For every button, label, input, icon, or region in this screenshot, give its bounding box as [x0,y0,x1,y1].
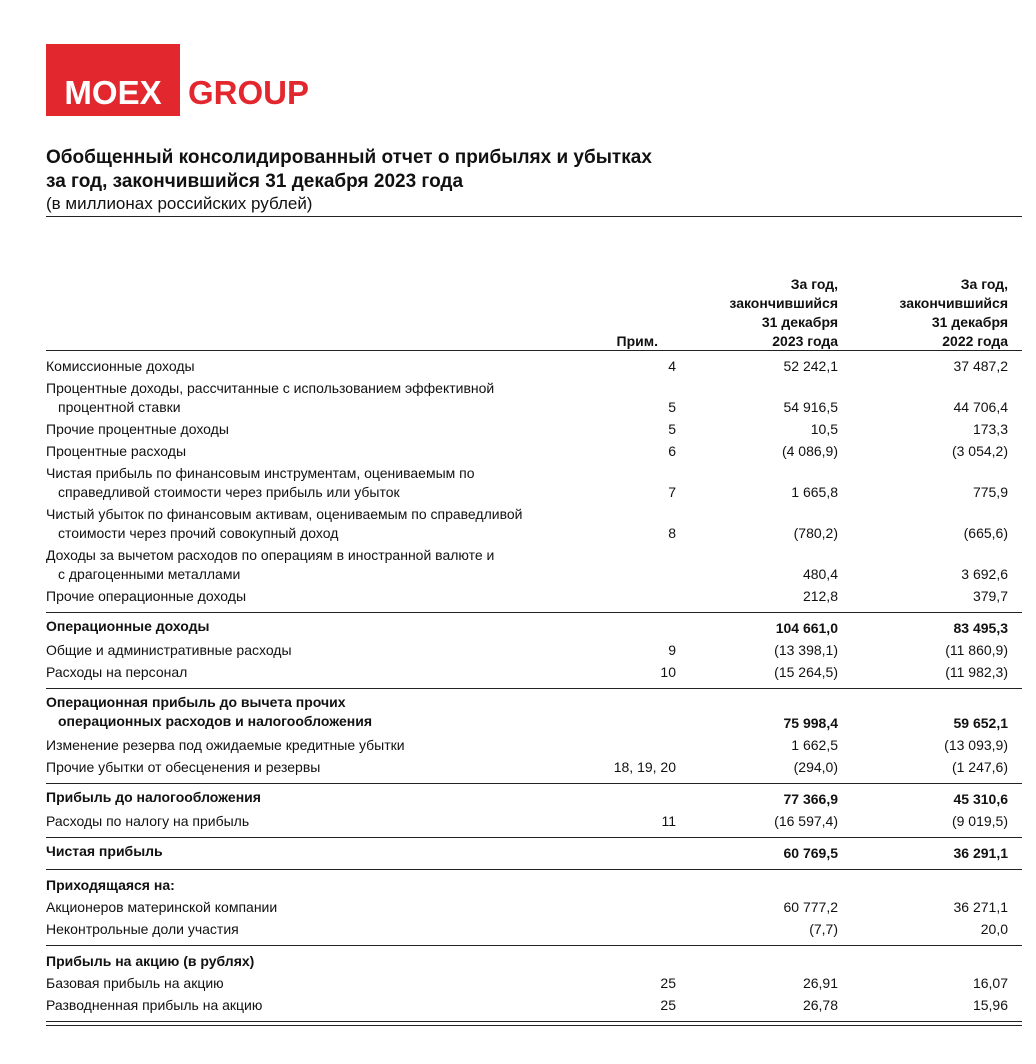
value-2023: 52 242,1 [783,358,838,374]
row-note: 25 [660,997,676,1013]
value-2023: (780,2) [793,525,838,541]
row-label-line: Прибыль до налогообложения [46,789,261,805]
row-label [46,788,606,807]
title-line-1: Обобщенный консолидированный отчет о прибылях и убытках [46,147,652,168]
row-note: 5 [668,421,676,437]
row-label [46,617,606,636]
header-col2-line: За год, [960,276,1008,292]
row-label [46,587,606,606]
row-label-line: Изменение резерва под ожидаемые кредитные убытки [46,737,405,753]
value-2023: 480,4 [802,566,838,582]
table-row [46,973,1022,995]
table-row [46,869,1022,897]
value-2023: (294,0) [793,759,838,775]
row-note: 10 [660,664,676,680]
row-note: 7 [668,484,676,500]
table-row [46,662,1022,684]
value-2022: 775,9 [972,484,1008,500]
value-2023: 60 777,2 [783,899,838,915]
value-2022: 83 495,3 [953,620,1008,636]
value-2022: 59 652,1 [953,715,1008,731]
header-col2-line: 31 декабря [931,314,1008,330]
row-label-line: Чистый убыток по финансовым активам, оцениваемым по справедливой [46,506,523,522]
value-2023: 1 662,5 [791,737,838,753]
statement-table [46,356,1022,1017]
row-label-line: Общие и административные расходы [46,642,292,658]
table-row [46,837,1022,865]
row-label-line: Разводненная прибыль на акцию [46,997,263,1013]
table-row [46,995,1022,1017]
value-2022: 36 271,1 [953,899,1008,915]
row-label-line: Расходы на персонал [46,664,188,680]
value-2023: 77 366,9 [783,791,838,807]
value-2022: 37 487,2 [953,358,1008,374]
row-label [46,379,606,417]
table-row [46,945,1022,973]
value-2022: (665,6) [963,525,1008,541]
row-label [46,920,606,939]
header-year-2023 [690,275,838,351]
row-label [46,952,606,971]
table-row [46,463,1022,504]
row-label [46,812,606,831]
value-2023: 26,91 [802,975,838,991]
row-label [46,464,606,502]
row-label-line: Акционеров материнской компании [46,899,278,915]
row-label-line: Процентные доходы, рассчитанные с использованием эффективной [46,380,495,396]
row-label-line: с драгоценными металлами [58,566,241,582]
value-2022: 15,96 [972,997,1008,1013]
row-label-line: Прочие убытки от обесценения и резервы [46,759,321,775]
row-label-line: Расходы по налогу на прибыль [46,813,250,829]
row-note: 4 [668,358,676,374]
table-row [46,586,1022,608]
row-label-line: Комиссионные доходы [46,358,195,374]
table-row [46,504,1022,545]
value-2022: (13 093,9) [944,737,1008,753]
row-label [46,974,606,993]
row-note: 6 [668,443,676,459]
value-2022: (3 054,2) [951,443,1008,459]
table-row [46,757,1022,779]
value-2023: (15 264,5) [774,664,838,680]
header-col1-line: 2023 года [772,333,838,349]
row-label-line: Операционные доходы [46,618,210,634]
row-note: 5 [668,399,676,415]
row-label [46,641,606,660]
row-label [46,736,606,755]
row-label [46,876,606,895]
row-label [46,758,606,777]
row-label-line: справедливой стоимости через прибыль или убыток [58,484,400,500]
header-col2-line: 2022 года [942,333,1008,349]
row-label-line: Чистая прибыль по финансовым инструментам, оцениваемым по [46,465,475,481]
value-2022: (9 019,5) [951,813,1008,829]
value-2023: 75 998,4 [783,715,838,731]
header-col1-line: За год, [790,276,838,292]
header-note: Прим. [616,333,658,349]
value-2023: 10,5 [810,421,838,437]
logo-moex-box: MOEX [46,44,180,116]
row-label [46,996,606,1015]
value-2022: (11 982,3) [945,664,1008,680]
row-label-line: процентной ставки [58,399,181,415]
value-2022: 3 692,6 [961,566,1008,582]
value-2022: (1 247,6) [951,759,1008,775]
row-label-line: Прочие операционные доходы [46,588,247,604]
table-row [46,612,1022,640]
row-note: 11 [661,813,676,829]
header-year-2022 [862,275,1008,351]
header-col1-line: закончившийся [729,295,838,311]
value-2022: 16,07 [972,975,1008,991]
title-divider [46,216,1022,217]
title-units: (в миллионах российских рублей) [46,194,313,213]
row-label [46,442,606,461]
logo-group-text: GROUP [188,74,310,111]
row-label [46,898,606,917]
table-row [46,688,1022,735]
row-label-line: Процентные расходы [46,443,187,459]
row-label-line: стоимости через прочий совокупный доход [58,525,339,541]
table-row [46,919,1022,941]
row-label [46,663,606,682]
value-2022: 173,3 [972,421,1008,437]
table-row [46,441,1022,463]
row-label [46,357,606,376]
table-row [46,811,1022,833]
value-2023: 54 916,5 [783,399,838,415]
table-row [46,897,1022,919]
value-2022: 45 310,6 [953,791,1008,807]
value-2023: (13 398,1) [774,642,838,658]
value-2023: 212,8 [802,588,838,604]
row-label-line: операционных расходов и налогообложения [58,713,373,729]
header-col1-line: 31 декабря [761,314,838,330]
value-2022: 44 706,4 [953,399,1008,415]
value-2022: 20,0 [980,921,1008,937]
row-label-line: Операционная прибыль до вычета прочих [46,694,346,710]
table-row [46,356,1022,378]
row-label-line: Неконтрольные доли участия [46,921,239,937]
row-label-line: Базовая прибыль на акцию [46,975,224,991]
row-label [46,505,606,543]
report-title [46,146,1026,214]
value-2022: 36 291,1 [953,845,1008,861]
moex-group-logo [46,44,309,116]
table-end-double-rule [46,1021,1022,1026]
row-label [46,842,606,861]
row-label [46,693,606,731]
table-row [46,545,1022,586]
value-2023: 1 665,8 [791,484,838,500]
value-2022: 379,7 [972,588,1008,604]
row-note: 8 [668,525,676,541]
value-2023: (16 597,4) [774,813,838,829]
row-note: 18, 19, 20 [613,759,676,775]
row-label [46,420,606,439]
header-divider [46,350,1022,351]
row-label-line: Чистая прибыль [46,843,163,859]
table-row [46,378,1022,419]
header-col2-line: закончившийся [899,295,1008,311]
value-2023: 26,78 [802,997,838,1013]
table-row [46,735,1022,757]
row-label-line: Прибыль на акцию (в рублях) [46,953,255,969]
row-label-line: Прочие процентные доходы [46,421,229,437]
table-row [46,419,1022,441]
row-label-line: Приходящаяся на: [46,877,175,893]
value-2023: (7,7) [809,921,838,937]
value-2023: (4 086,9) [781,443,838,459]
row-note: 25 [660,975,676,991]
table-row [46,783,1022,811]
row-label-line: Доходы за вычетом расходов по операциям в иностранной валюте и [46,547,495,563]
table-row [46,640,1022,662]
row-label [46,546,606,584]
value-2023: 104 661,0 [775,620,838,636]
value-2022: (11 860,9) [945,642,1008,658]
title-line-2: за год, закончившийся 31 декабря 2023 года [46,171,464,192]
row-note: 9 [668,642,676,658]
value-2023: 60 769,5 [783,845,838,861]
